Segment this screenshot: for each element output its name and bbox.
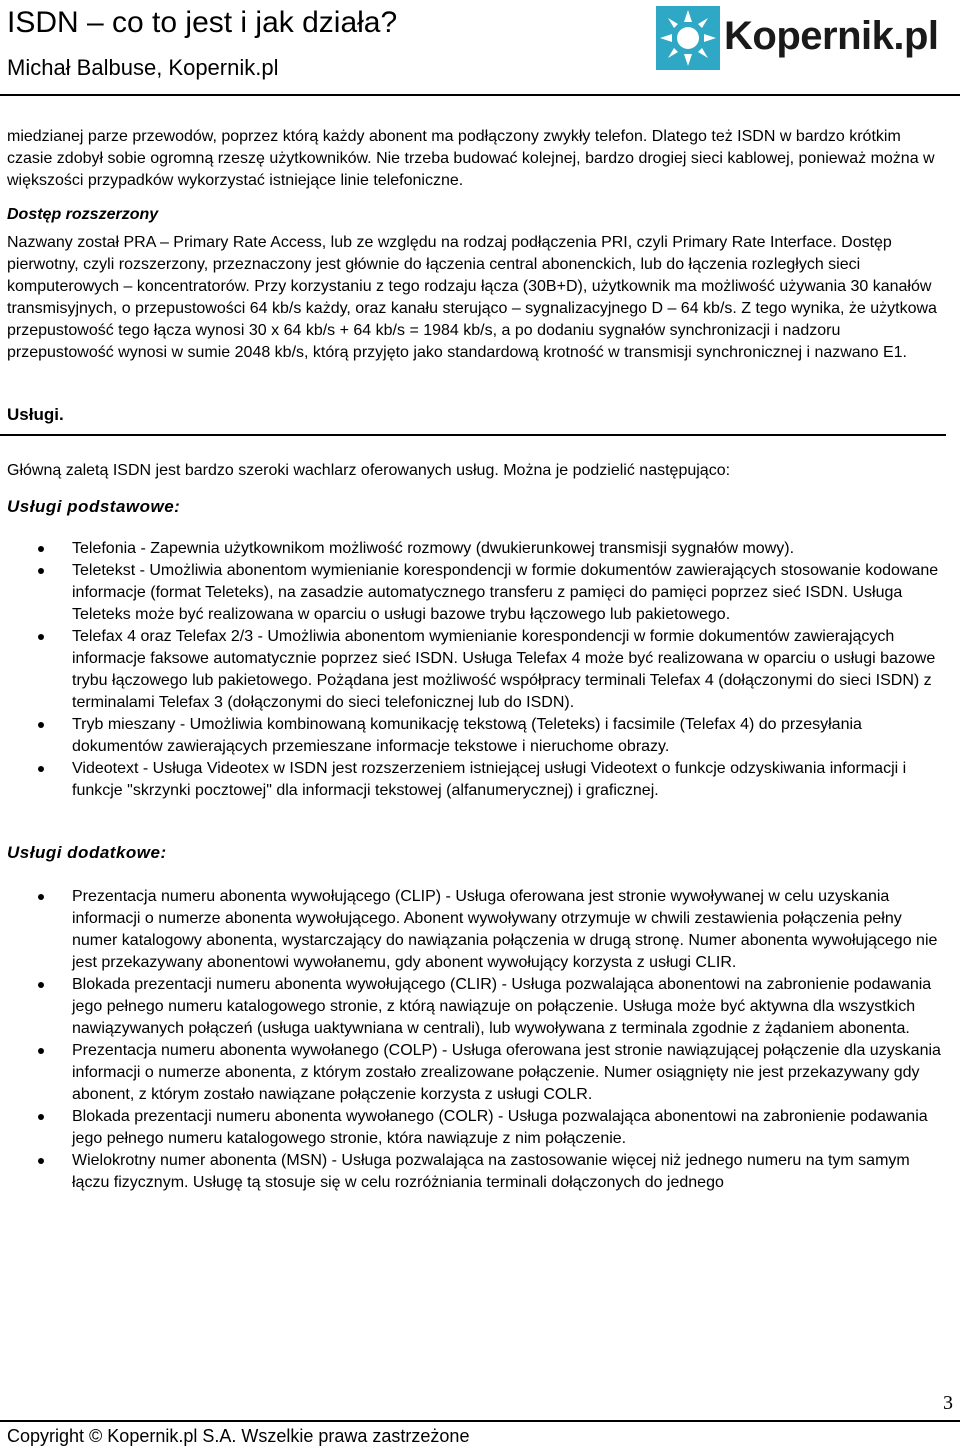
- kopernik-logo: [656, 6, 956, 70]
- list-item: Telefax 4 oraz Telefax 2/3 - Umożliwia abonentom wymienianie korespondencji w formie dokumentów zawierających informacje faksowe automatycznie poprzez sieć ISDN. Usługa Telefax 4 może być realizowana w oparciu o usługi bazowe trybu łączowego lub pakietowego. Pożądana jest możliwość współpracy terminali Telefax 4 (dołączonymi do sieci ISDN) z terminalami Telefax 3 (dołączonymi do sieci telefonicznej lub do ISDN).: [7, 626, 947, 714]
- extra-services-list: [7, 886, 947, 1194]
- intro-paragraph: miedzianej parze przewodów, poprzez którą każdy abonent ma podłączony zwykły telefon. Dlatego też ISDN w bardzo krótkim czasie zdobył sobie ogromną rzeszę użytkowników. Nie trzeba budować kolejnej, bardzo drogiej sieci kablowej, ponieważ można w większości przypadków wykorzystać istniejące linie telefoniczne.: [7, 128, 935, 189]
- extra-services-heading: Usługi dodatkowe:: [7, 843, 167, 862]
- services-intro: Główną zaletą ISDN jest bardzo szeroki wachlarz oferowanych usług. Można je podzielić następująco:: [7, 462, 731, 479]
- list-item: Blokada prezentacji numeru abonenta wywołanego (COLR) - Usługa pozwalająca abonentowi na zabronienie podawania jego pełnego numeru katalogowego stronie, która nawiązuje z nim połączenie.: [7, 1106, 947, 1150]
- header-divider: [0, 94, 960, 96]
- list-item: Wielokrotny numer abonenta (MSN) - Usługa pozwalająca na zastosowanie więcej niż jednego numeru na tym samym łączu fizycznym. Usługę tą stosuje się w celu rozróżniania terminali dołączonych do jednego: [7, 1150, 947, 1194]
- page-number: 3: [943, 1392, 953, 1414]
- pra-paragraph: Nazwany został PRA – Primary Rate Access, lub ze względu na rodzaj podłączenia PRI, czyli Primary Rate Interface. Dostęp pierwotny, czyli rozszerzony, przeznaczony jest głównie do łączenia central abonenckich, lub do łączenia rozległych sieci komputerowych – koncentratorów. Przy korzystaniu z tego rodzaju łącza (30B+D), użytkownik ma możliwość używania 30 kanałów transmisyjnych, o przepustowości 64 kb/s każdy, oraz kanału sterująco – sygnalizacyjnego D – 64 kb/s. Z tego wynika, że użytkowa przepustowość tego łącza wynosi 30 x 64 kb/s + 64 kb/s = 1984 kb/s, a po dodaniu sygnałów synchronizacji i nadzoru przepustowość wynosi w sumie 2048 kb/s, którą przyjęto jako standardową krotność w transmisji synchronicznej i nazwano E1.: [7, 234, 937, 361]
- page-footer: [0, 1392, 960, 1448]
- bullet-icon: [38, 982, 44, 988]
- bullet-icon: [38, 1114, 44, 1120]
- list-item: Telefonia - Zapewnia użytkownikom możliwość rozmowy (dwukierunkowej transmisji sygnałów mowy).: [7, 538, 947, 560]
- list-item: Teletekst - Umożliwia abonentom wymienianie korespondencji w formie dokumentów zawierających stosowanie kodowane informacje (format Teleteks), na zasadzie automatycznego transferu z pamięci do pamięci poprzez sieć ISDN. Usługa Teleteks może być realizowana w oparciu o usługi bazowe trybu łączowego lub pakietowego.: [7, 560, 947, 626]
- services-divider: [0, 434, 946, 436]
- sun-logo-icon: [656, 6, 720, 70]
- document-author: Michał Balbuse, Kopernik.pl: [7, 55, 279, 80]
- bullet-icon: [38, 722, 44, 728]
- footer-divider: [0, 1420, 960, 1422]
- document-title: ISDN – co to jest i jak działa?: [7, 6, 398, 39]
- list-item: Tryb mieszany - Umożliwia kombinowaną komunikację tekstową (Teleteks) i facsimile (Telefax 4) do przesyłania dokumentów zawierających przemieszane informacje tekstowe i nieruchome obrazy.: [7, 714, 947, 758]
- copyright-notice: Copyright © Kopernik.pl S.A. Wszelkie prawa zastrzeżone: [7, 1426, 470, 1446]
- page-header: [0, 0, 960, 94]
- logo-wordmark: Kopernik.pl: [724, 14, 939, 58]
- document-body: [7, 126, 947, 1194]
- bullet-icon: [38, 634, 44, 640]
- bullet-icon: [38, 894, 44, 900]
- bullet-icon: [38, 546, 44, 552]
- section-heading-pra: Dostęp rozszerzony: [7, 206, 159, 223]
- bullet-icon: [38, 766, 44, 772]
- list-item: Blokada prezentacji numeru abonenta wywołującego (CLIR) - Usługa pozwalająca abonentowi na zabronienie podawania jego pełnego numeru katalogowego stronie, z którą nawiązuje on połączenie. Usługa może być aktywna dla wszystkich nawiązywanych połączeń (usługa uaktywniana w centrali), lub wywoływana z terminala zgodnie z żądaniem abonenta.: [7, 974, 947, 1040]
- list-item: Prezentacja numeru abonenta wywołującego (CLIP) - Usługa oferowana jest stronie wywoływanej w celu uzyskania informacji o numerze abonenta wywołującego. Abonent wywoływany otrzymuje w chwili zestawienia połączenia pełny numer katalogowy abonenta, wystarczający do nawiązania połączenia w drugą stronę. Numer abonenta wywołującego nie jest przekazywany abonentowi wywołanemu, gdy abonent wywołujący korzysta z usługi CLIR.: [7, 886, 947, 974]
- bullet-icon: [38, 1158, 44, 1164]
- list-item: Videotext - Usługa Videotex w ISDN jest rozszerzeniem istniejącej usługi Videotext o funkcje odzyskiwania informacji i funkcje "skrzynki pocztowej" dla informacji tekstowej (alfanumerycznej) i graficznej.: [7, 758, 947, 802]
- list-item: Prezentacja numeru abonenta wywołanego (COLP) - Usługa oferowana jest stronie nawiązującej połączenie dla uzyskania informacji o numerze abonenta, z którym zostało zrealizowane połączenie. Numer osiągnięty nie jest przekazywany gdy abonent, z którym zostało nawiązane połączenie korzysta z usługi COLR.: [7, 1040, 947, 1106]
- services-heading: Usługi.: [7, 405, 64, 424]
- bullet-icon: [38, 568, 44, 574]
- basic-services-list: [7, 538, 947, 802]
- bullet-icon: [38, 1048, 44, 1054]
- basic-services-heading: Usługi podstawowe:: [7, 497, 181, 516]
